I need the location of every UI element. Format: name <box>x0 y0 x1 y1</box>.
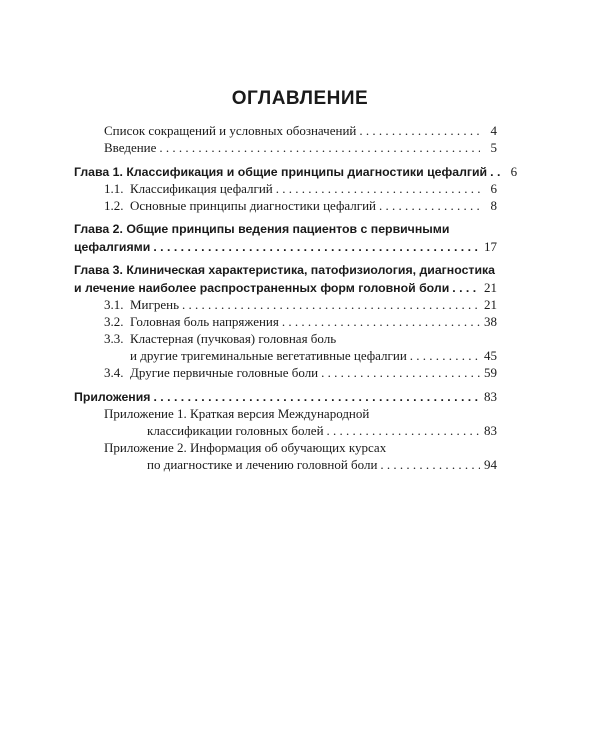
toc-page-number: 83 <box>484 389 497 404</box>
dot-leader <box>159 139 480 156</box>
dot-leader <box>327 422 480 439</box>
dot-leader <box>380 456 480 473</box>
toc-section-3-2[interactable] <box>104 313 497 330</box>
section-title: Мигрень <box>130 297 180 312</box>
toc-page-number: 45 <box>484 348 497 363</box>
section-number: 1.1. <box>104 181 124 196</box>
chapter-title: Приложения <box>74 390 151 404</box>
dot-leader <box>379 197 480 214</box>
toc-section-1-2[interactable] <box>104 197 497 214</box>
toc-page-number: 6 <box>510 164 518 179</box>
toc-entry-title: Список сокращений и условных обозначений <box>104 123 357 138</box>
dot-leader <box>452 280 480 297</box>
chapter-title: и лечение наиболее распространенных форм головной боли <box>74 281 450 295</box>
toc-section-3-3[interactable] <box>104 347 497 364</box>
dot-leader <box>282 313 480 330</box>
section-number: 3.2. <box>104 314 124 329</box>
toc-entry-title: Введение <box>104 140 157 155</box>
toc-page-number: 38 <box>484 314 497 329</box>
dot-leader <box>276 180 480 197</box>
appendix-title-continued: классификации головных болей <box>147 423 324 438</box>
toc-page-number: 8 <box>490 198 497 213</box>
section-title: Головная боль напряжения <box>130 314 279 329</box>
dot-leader <box>153 239 480 256</box>
toc-chapter-2[interactable] <box>74 238 497 255</box>
toc-section-3-1[interactable] <box>104 296 497 313</box>
section-number: 3.3. <box>104 331 124 346</box>
section-title: Классификация цефалгий <box>130 181 273 196</box>
toc-appendix-2[interactable] <box>104 456 497 473</box>
toc-appendices[interactable] <box>74 388 497 405</box>
section-title: Другие первичные головные боли <box>130 365 319 380</box>
toc-page-number: 94 <box>484 457 497 472</box>
toc-page-number: 17 <box>484 239 497 254</box>
toc-appendix-1[interactable] <box>104 422 497 439</box>
page-title: ОГЛАВЛЕНИЕ <box>231 88 369 109</box>
toc-section-3-4[interactable] <box>104 364 497 381</box>
toc-page-number: 21 <box>484 280 497 295</box>
dot-leader <box>410 347 480 364</box>
toc-page-number: 5 <box>490 140 497 155</box>
dot-leader <box>182 296 480 313</box>
chapter-title: цефалгиями <box>74 240 151 254</box>
dot-leader <box>490 164 500 181</box>
appendix-title-continued: по диагностике и лечению головной боли <box>147 457 378 472</box>
toc-page-number: 6 <box>490 181 497 196</box>
dot-leader <box>153 389 480 406</box>
section-number: 3.4. <box>104 365 124 380</box>
toc-page-number: 83 <box>484 423 497 438</box>
toc-section-1-1[interactable] <box>104 180 497 197</box>
section-number: 1.2. <box>104 198 124 213</box>
toc-section-3-3-line-1[interactable] <box>104 330 497 347</box>
toc-entry-abbreviations[interactable] <box>104 122 497 139</box>
toc-chapter-3[interactable] <box>74 279 497 296</box>
table-of-contents <box>74 122 518 473</box>
dot-leader <box>321 364 480 381</box>
toc-appendix-1-line-1[interactable]: Приложение 1. Краткая версия Международной <box>104 406 370 421</box>
toc-page-number: 59 <box>484 365 497 380</box>
toc-appendix-2-line-1[interactable]: Приложение 2. Информация об обучающих курсах <box>104 440 387 455</box>
dot-leader <box>359 122 480 139</box>
toc-chapter-1[interactable] <box>74 163 518 180</box>
toc-page-number: 4 <box>490 123 497 138</box>
section-title-continued: и другие тригеминальные вегетативные цефалгии <box>130 348 407 363</box>
toc-chapter-3-line-1[interactable]: Глава 3. Клиническая характеристика, патофизиология, диагностика <box>74 263 495 277</box>
section-title: Кластерная (пучковая) головная боль <box>130 331 337 346</box>
section-number: 3.1. <box>104 297 124 312</box>
section-title: Основные принципы диагностики цефалгий <box>130 198 377 213</box>
toc-chapter-2-line-1[interactable]: Глава 2. Общие принципы ведения пациентов с первичными <box>74 222 450 236</box>
chapter-title: Глава 1. Классификация и общие принципы диагностики цефалгий <box>74 165 488 179</box>
toc-entry-introduction[interactable] <box>104 139 497 156</box>
toc-page-number: 21 <box>484 297 497 312</box>
